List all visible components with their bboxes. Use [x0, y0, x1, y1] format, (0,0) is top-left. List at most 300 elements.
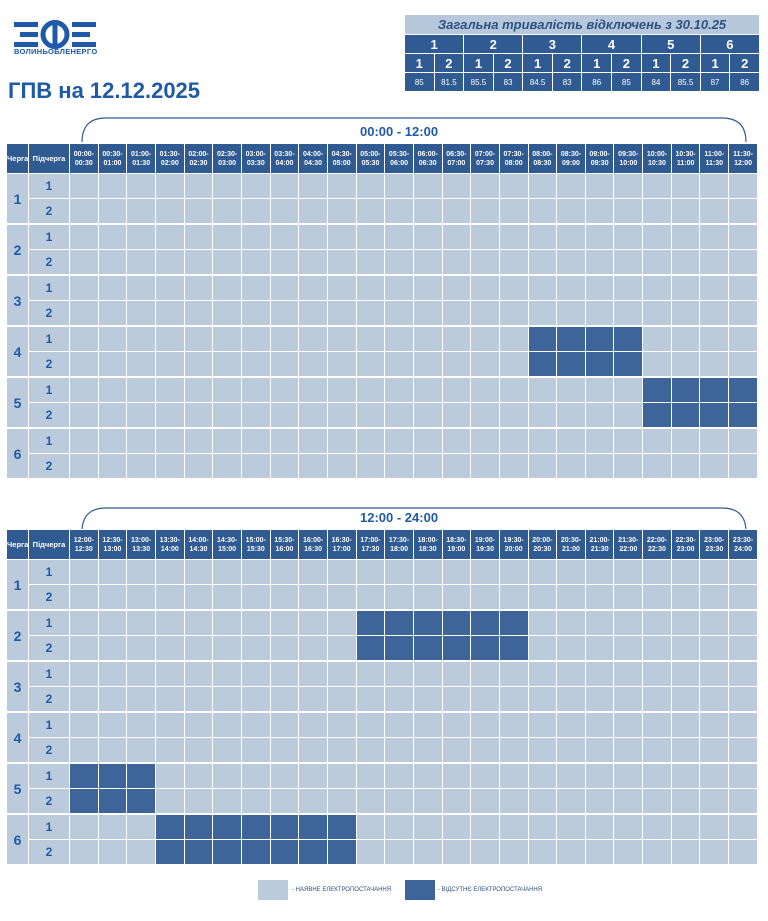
slot-power-on [155, 352, 184, 378]
duration-queue-row [405, 35, 760, 54]
slot-power-on [127, 275, 156, 301]
schedule-row [7, 661, 758, 687]
time-slot-start: 14:30- [216, 536, 238, 544]
time-slot-start: 19:30- [503, 536, 524, 544]
slot-power-on [671, 636, 700, 662]
slot-power-on [385, 224, 414, 250]
slot-power-on [155, 403, 184, 429]
slot-power-on [70, 636, 99, 662]
slot-power-on [385, 789, 414, 815]
slot-power-on [442, 301, 471, 327]
slot-power-on [155, 301, 184, 327]
slot-power-on [327, 687, 356, 713]
time-slot-header [643, 530, 672, 560]
slot-power-on [98, 738, 127, 764]
time-slot-start: 16:00- [302, 536, 324, 544]
slot-power-on [213, 250, 242, 276]
slot-power-on [213, 224, 242, 250]
slot-power-on [241, 560, 270, 585]
schedule-row [7, 454, 758, 479]
slot-power-on [299, 174, 328, 199]
slot-power-on [70, 428, 99, 454]
slot-power-on [528, 636, 557, 662]
time-slot-start: 07:30- [503, 150, 524, 158]
slot-power-on [327, 301, 356, 327]
slot-power-on [442, 585, 471, 611]
slot-power-on [671, 224, 700, 250]
slot-power-on [241, 738, 270, 764]
time-slot-header [671, 144, 700, 174]
time-slot-start: 02:30- [216, 150, 238, 158]
slot-power-on [356, 428, 385, 454]
slot-power-on [184, 224, 213, 250]
subqueue-label: 1 [29, 326, 70, 352]
slot-power-on [614, 250, 643, 276]
subqueue-label: 1 [29, 377, 70, 403]
slot-power-off [155, 814, 184, 840]
slot-power-on [413, 403, 442, 429]
slot-power-on [184, 250, 213, 276]
time-slot-start: 22:00- [646, 536, 668, 544]
subqueue-label: 1 [29, 560, 70, 585]
subqueue-label: 2 [29, 403, 70, 429]
slot-power-on [499, 199, 528, 225]
slot-power-on [270, 224, 299, 250]
slot-power-on [585, 454, 614, 479]
slot-power-on [155, 275, 184, 301]
slot-power-on [70, 738, 99, 764]
time-slot-end: 23:30 [705, 545, 724, 553]
subqueue-label: 1 [29, 712, 70, 738]
slot-power-on [241, 275, 270, 301]
slot-power-on [155, 661, 184, 687]
slot-power-on [528, 403, 557, 429]
time-slot-end: 19:30 [476, 545, 494, 553]
time-slot-end: 08:30 [533, 159, 552, 167]
time-slot-header [413, 530, 442, 560]
slot-power-off [585, 352, 614, 378]
schedule-row [7, 763, 758, 789]
slot-power-on [442, 199, 471, 225]
slot-power-on [471, 814, 500, 840]
slot-power-on [327, 636, 356, 662]
slot-power-on [528, 814, 557, 840]
slot-power-on [299, 687, 328, 713]
slot-power-on [299, 585, 328, 611]
slot-power-on [700, 199, 729, 225]
time-slot-start: 11:30- [733, 150, 753, 158]
time-slot-start: 11:00- [704, 150, 725, 158]
slot-power-on [528, 377, 557, 403]
slot-power-on [299, 250, 328, 276]
slot-power-on [528, 585, 557, 611]
subqueue-label: 2 [29, 738, 70, 764]
time-slot-header [155, 530, 184, 560]
time-slot-end: 15:30 [246, 545, 265, 553]
slot-power-on [356, 301, 385, 327]
subqueue-label: 2 [29, 199, 70, 225]
slot-power-on [729, 275, 758, 301]
time-slot-start: 20:00- [532, 536, 553, 544]
slot-power-on [700, 814, 729, 840]
slot-power-off [270, 814, 299, 840]
slot-power-on [155, 687, 184, 713]
slot-power-on [241, 712, 270, 738]
slot-power-on [70, 224, 99, 250]
slot-power-on [671, 352, 700, 378]
queue-label: 6 [7, 814, 29, 865]
slot-power-on [213, 428, 242, 454]
queue-label: 4 [7, 712, 29, 763]
time-slot-header [557, 144, 586, 174]
slot-power-on [442, 560, 471, 585]
subqueue-label: 1 [29, 428, 70, 454]
slot-power-on [127, 712, 156, 738]
slot-power-on [98, 352, 127, 378]
time-slot-end: 07:30 [476, 159, 494, 167]
time-slot-start: 05:00- [360, 150, 381, 158]
slot-power-on [98, 661, 127, 687]
slot-power-on [557, 560, 586, 585]
slot-power-on [98, 712, 127, 738]
slot-power-on [442, 377, 471, 403]
slot-power-on [413, 454, 442, 479]
time-slot-start: 09:00- [589, 150, 610, 158]
slot-power-on [213, 610, 242, 636]
slot-power-on [385, 174, 414, 199]
slot-power-on [270, 738, 299, 764]
time-slot-start: 04:00- [302, 150, 324, 158]
slot-power-on [471, 377, 500, 403]
slot-power-on [98, 560, 127, 585]
time-slot-end: 07:00 [447, 159, 466, 167]
subqueue-label: 2 [29, 789, 70, 815]
slot-power-off [413, 610, 442, 636]
slot-power-on [241, 301, 270, 327]
slot-power-on [614, 763, 643, 789]
slot-power-on [643, 250, 672, 276]
time-slot-start: 10:30- [675, 150, 696, 158]
slot-power-on [729, 814, 758, 840]
time-slot-header [528, 144, 557, 174]
slot-power-on [643, 585, 672, 611]
slot-power-on [729, 250, 758, 276]
slot-power-on [98, 275, 127, 301]
time-slot-start: 08:30- [560, 150, 582, 158]
subqueue-label: 1 [29, 174, 70, 199]
slot-power-on [155, 428, 184, 454]
slot-power-on [614, 687, 643, 713]
slot-power-on [98, 610, 127, 636]
slot-power-on [614, 814, 643, 840]
slot-power-on [98, 199, 127, 225]
duration-value: 87 [700, 73, 730, 92]
slot-power-on [442, 712, 471, 738]
slot-power-on [356, 174, 385, 199]
slot-power-on [327, 560, 356, 585]
slot-power-on [729, 199, 758, 225]
time-slot-start: 15:30- [274, 536, 295, 544]
slot-power-off [270, 840, 299, 865]
time-slot-end: 14:00 [160, 545, 179, 553]
slot-power-on [557, 789, 586, 815]
slot-power-off [729, 377, 758, 403]
slot-power-off [127, 789, 156, 815]
slot-power-on [127, 326, 156, 352]
slot-power-on [700, 275, 729, 301]
slot-power-on [70, 199, 99, 225]
slot-power-on [499, 712, 528, 738]
slot-power-on [499, 403, 528, 429]
slot-power-on [442, 352, 471, 378]
slot-power-on [270, 301, 299, 327]
slot-power-on [184, 352, 213, 378]
duration-subqueue: 2 [671, 54, 701, 73]
slot-power-off [499, 636, 528, 662]
slot-power-on [70, 814, 99, 840]
slot-power-off [70, 789, 99, 815]
time-slot-end: 13:00 [103, 545, 122, 553]
time-slot-header [127, 144, 156, 174]
slot-power-on [241, 377, 270, 403]
slot-power-on [671, 585, 700, 611]
schedule-row [7, 712, 758, 738]
slot-power-on [585, 661, 614, 687]
slot-power-on [499, 840, 528, 865]
slot-power-on [442, 403, 471, 429]
slot-power-on [270, 789, 299, 815]
slot-power-on [585, 712, 614, 738]
time-slot-header [327, 144, 356, 174]
slot-power-on [528, 840, 557, 865]
slot-power-on [127, 610, 156, 636]
slot-power-on [385, 661, 414, 687]
slot-power-on [184, 610, 213, 636]
slot-power-on [327, 738, 356, 764]
slot-power-on [614, 428, 643, 454]
slot-power-on [557, 301, 586, 327]
time-slot-header [614, 144, 643, 174]
slot-power-on [327, 199, 356, 225]
slot-power-on [700, 738, 729, 764]
slot-power-on [70, 454, 99, 479]
time-slot-header [299, 530, 328, 560]
time-slot-end: 09:30 [590, 159, 609, 167]
slot-power-on [585, 275, 614, 301]
slot-power-on [356, 352, 385, 378]
slot-power-on [98, 687, 127, 713]
slot-power-on [614, 301, 643, 327]
slot-power-on [70, 301, 99, 327]
header-queue: Черга [7, 530, 29, 560]
slot-power-on [585, 636, 614, 662]
slot-power-on [499, 789, 528, 815]
slot-power-on [413, 738, 442, 764]
slot-power-on [98, 636, 127, 662]
slot-power-on [184, 403, 213, 429]
duration-subqueue: 1 [464, 54, 494, 73]
duration-value-row [405, 73, 760, 92]
slot-power-on [270, 560, 299, 585]
time-slot-end: 12:30 [74, 545, 93, 553]
schedule-row [7, 250, 758, 276]
slot-power-on [557, 687, 586, 713]
slot-power-on [643, 687, 672, 713]
slot-power-on [127, 636, 156, 662]
slot-power-on [471, 763, 500, 789]
slot-power-on [557, 636, 586, 662]
slot-power-off [700, 403, 729, 429]
slot-power-on [127, 250, 156, 276]
time-slot-start: 08:00- [532, 150, 553, 158]
slot-power-on [528, 712, 557, 738]
slot-power-on [585, 174, 614, 199]
time-slot-header [499, 144, 528, 174]
slot-power-on [127, 352, 156, 378]
time-slot-header [671, 530, 700, 560]
slot-power-on [98, 840, 127, 865]
time-slot-header [184, 530, 213, 560]
slot-power-on [528, 301, 557, 327]
slot-power-on [499, 661, 528, 687]
slot-power-on [499, 326, 528, 352]
schedule-row [7, 428, 758, 454]
subqueue-label: 1 [29, 814, 70, 840]
slot-power-on [356, 687, 385, 713]
slot-power-on [184, 687, 213, 713]
schedule-row [7, 275, 758, 301]
schedule-row [7, 789, 758, 815]
slot-power-on [327, 250, 356, 276]
slot-power-on [270, 610, 299, 636]
slot-power-on [471, 326, 500, 352]
slot-power-on [585, 763, 614, 789]
slot-power-on [671, 174, 700, 199]
slot-power-on [413, 661, 442, 687]
slot-power-on [241, 326, 270, 352]
slot-power-on [356, 560, 385, 585]
slot-power-on [70, 174, 99, 199]
slot-power-on [127, 301, 156, 327]
time-slot-header [155, 144, 184, 174]
slot-power-on [471, 454, 500, 479]
slot-power-on [614, 840, 643, 865]
slot-power-on [643, 712, 672, 738]
slot-power-on [413, 199, 442, 225]
slot-power-on [184, 428, 213, 454]
slot-power-on [127, 585, 156, 611]
slot-power-on [155, 789, 184, 815]
slot-power-on [499, 428, 528, 454]
slot-power-on [98, 301, 127, 327]
header-queue: Черга [7, 144, 29, 174]
time-slot-end: 00:30 [74, 159, 93, 167]
queue-label: 5 [7, 763, 29, 814]
slot-power-on [413, 352, 442, 378]
subqueue-label: 2 [29, 636, 70, 662]
time-slot-start: 22:30- [675, 536, 696, 544]
slot-power-on [471, 840, 500, 865]
slot-power-on [184, 275, 213, 301]
slot-power-on [413, 687, 442, 713]
slot-power-on [155, 250, 184, 276]
time-slot-header [213, 144, 242, 174]
slot-power-on [213, 789, 242, 815]
time-slot-header [614, 530, 643, 560]
slot-power-on [557, 610, 586, 636]
slot-power-on [671, 560, 700, 585]
slot-power-off [528, 326, 557, 352]
slot-power-on [385, 712, 414, 738]
slot-power-on [499, 814, 528, 840]
slot-power-on [700, 454, 729, 479]
slot-power-on [528, 428, 557, 454]
slot-power-on [70, 661, 99, 687]
slot-power-on [299, 199, 328, 225]
duration-subqueue-row [405, 54, 760, 73]
time-slot-start: 09:30- [618, 150, 639, 158]
slot-power-on [729, 224, 758, 250]
slot-power-on [270, 763, 299, 789]
slot-power-on [471, 661, 500, 687]
duration-queue-5: 5 [641, 35, 700, 54]
slot-power-on [385, 199, 414, 225]
slot-power-on [671, 250, 700, 276]
slot-power-on [442, 275, 471, 301]
slot-power-on [585, 560, 614, 585]
slot-power-on [155, 763, 184, 789]
slot-power-on [585, 377, 614, 403]
time-slot-end: 02:00 [160, 159, 179, 167]
duration-subqueue: 1 [700, 54, 730, 73]
slot-power-on [184, 560, 213, 585]
slot-power-on [184, 174, 213, 199]
slot-power-on [729, 738, 758, 764]
slot-power-on [241, 610, 270, 636]
slot-power-on [327, 789, 356, 815]
slot-power-on [413, 585, 442, 611]
slot-power-on [127, 199, 156, 225]
slot-power-on [70, 687, 99, 713]
slot-power-off [327, 814, 356, 840]
slot-power-on [356, 661, 385, 687]
subqueue-label: 1 [29, 224, 70, 250]
slot-power-on [70, 560, 99, 585]
duration-value: 81.5 [434, 73, 464, 92]
slot-power-on [442, 687, 471, 713]
slot-power-on [270, 275, 299, 301]
slot-power-on [327, 712, 356, 738]
slot-power-on [155, 712, 184, 738]
slot-power-on [729, 585, 758, 611]
slot-power-on [213, 636, 242, 662]
slot-power-off [299, 814, 328, 840]
legend-label-on: - НАЯВНЕ ЕЛЕКТРОПОСТАЧАННЯ [292, 887, 392, 893]
slot-power-on [585, 224, 614, 250]
slot-power-on [471, 275, 500, 301]
slot-power-on [356, 789, 385, 815]
slot-power-on [643, 352, 672, 378]
slot-power-on [356, 454, 385, 479]
slot-power-on [585, 585, 614, 611]
slot-power-on [356, 377, 385, 403]
slot-power-on [356, 275, 385, 301]
slot-power-on [471, 174, 500, 199]
slot-power-on [729, 326, 758, 352]
slot-power-on [327, 610, 356, 636]
time-slot-header [70, 530, 99, 560]
slot-power-on [155, 326, 184, 352]
